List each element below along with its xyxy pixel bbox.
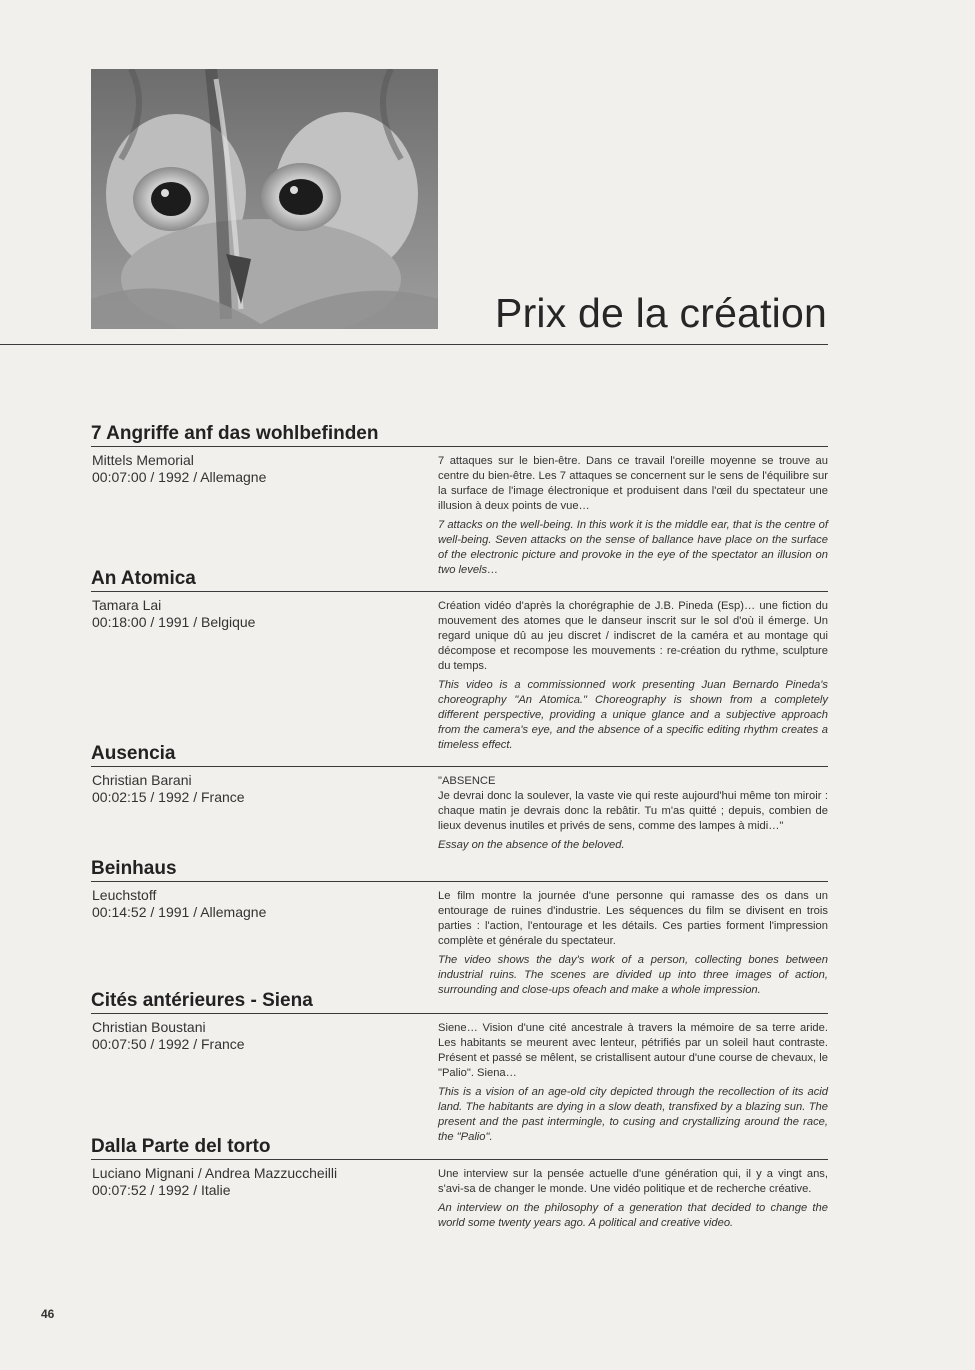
- entry-author: Luciano Mignani / Andrea Mazzuccheilli: [92, 1165, 338, 1181]
- entry-cites-anterieures: [91, 990, 828, 1143]
- entry-description-fr: Création vidéo d'après la chorégraphie de J.B. Pineda (Esp)… une fiction du mouvement des atomes que le danseur inscrit sur le sol d'où il émerge. Un regard unique dû au jeu discret / indiscret de la caméra et au montage qui décompose et recompose les mouvements : re-création du rythme, sculpture du temps.: [438, 600, 828, 672]
- entry-author: Mittels Memorial: [92, 452, 194, 468]
- entry-ausencia: [91, 743, 828, 851]
- entry-description-fr-heading: "ABSENCE: [438, 775, 496, 787]
- title-divider: [0, 344, 828, 345]
- entry-title: 7 Angriffe anf das wohlbefinden: [91, 423, 828, 447]
- entry-author: Christian Boustani: [92, 1019, 206, 1035]
- entry-description-fr: Siene… Vision d'une cité ancestrale à travers la mémoire de sa terre aride. Les habitants se meurent avec lenteur, pétrifiés par un soleil haut contraste. Présent et passé se mêlent, se cristallisent autour d'une course de chevaux, le "Palio". Siena…: [438, 1022, 828, 1079]
- page-number: 46: [41, 1307, 55, 1321]
- entry-title: Ausencia: [91, 743, 828, 767]
- entry-info: 00:07:52 / 1992 / Italie: [92, 1182, 231, 1198]
- page-title: Prix de la création: [495, 290, 827, 336]
- entry-author: Leuchstoff: [92, 887, 157, 903]
- entry-title: Cités antérieures - Siena: [91, 990, 828, 1014]
- entry-description-en: An interview on the philosophy of a generation that decided to change the world some twenty years ago. A political and creative video.: [438, 1202, 828, 1229]
- owl-photo: [91, 69, 438, 329]
- entry-description-fr: Le film montre la journée d'une personne qui ramasse des os dans un entourage de ruines d'industrie. Les séquences du film se divisent en trois parties : l'action, l'entourage et les détails. Ces parties forment l'impression complète et générale du spectateur.: [438, 890, 828, 947]
- entry-an-atomica: [91, 568, 828, 751]
- entry-description-en: This video is a commissionned work presenting Juan Bernardo Pineda's choreography "An Atomica." Choreography is shown from a completely different perspective, providing a unique glance and a subjective approach from the camera's eye, and the absence of a specific editing rhythm creates a timeless effect.: [438, 679, 828, 751]
- entry-author: Tamara Lai: [92, 597, 162, 613]
- entry-title: Beinhaus: [91, 858, 828, 882]
- entry-description-fr: Je devrai donc la soulever, la vaste vie qui reste aujourd'hui même ton miroir : chaque matin je devrais donc la rebâtir. Tu m'as quitté ; depuis, combien de lieux devenus inutiles et privés de sens, comme des lampes à midi…": [438, 790, 828, 832]
- entry-description-en: This is a vision of an age-old city depicted through the recollection of its acid land. The habitants are dying in a slow death, transfixed by a blazing sun. The present and the past intermingle, to cusing and crystallizing around the race, the "Palio".: [438, 1086, 828, 1143]
- entry-title: Dalla Parte del torto: [91, 1136, 828, 1160]
- entry-description-en: 7 attacks on the well-being. In this work it is the middle ear, that is the centre of well-being. Seven attacks on the sense of ballance have place on the surface of the electronic picture and provoke in the eye of the spectator an illusion on two levels…: [438, 519, 828, 576]
- entry-description-en: The video shows the day's work of a person, collecting bones between industrial ruins. The scenes are divided up into three images of action, surrounding and close-ups ofeach and make a whole impression.: [438, 954, 828, 996]
- entry-info: 00:07:50 / 1992 / France: [92, 1036, 245, 1052]
- entry-info: 00:14:52 / 1991 / Allemagne: [92, 904, 267, 920]
- entry-description-fr: 7 attaques sur le bien-être. Dans ce travail l'oreille moyenne se trouve au centre du bien-être. Les 7 attaques se concernent sur le sens de l'équilibre sur la surface de l'image électronique et produisent dans l'œil du spectateur une illusion à deux points de vue…: [438, 455, 828, 512]
- entry-info: 00:07:00 / 1992 / Allemagne: [92, 469, 267, 485]
- entry-dalla-parte: [91, 1136, 828, 1229]
- entry-author: Christian Barani: [92, 772, 192, 788]
- entry-description-fr: Une interview sur la pensée actuelle d'une génération qui, il y a vingt ans, s'avi-sa de changer le monde. Une vidéo politique et de recherche créative.: [438, 1168, 828, 1195]
- entry-info: 00:18:00 / 1991 / Belgique: [92, 614, 256, 630]
- entry-title: An Atomica: [91, 568, 828, 592]
- entry-description-en: Essay on the absence of the beloved.: [438, 839, 625, 851]
- entry-beinhaus: [91, 858, 828, 996]
- entry-info: 00:02:15 / 1992 / France: [92, 789, 245, 805]
- entry-7-angriffe: [91, 423, 828, 576]
